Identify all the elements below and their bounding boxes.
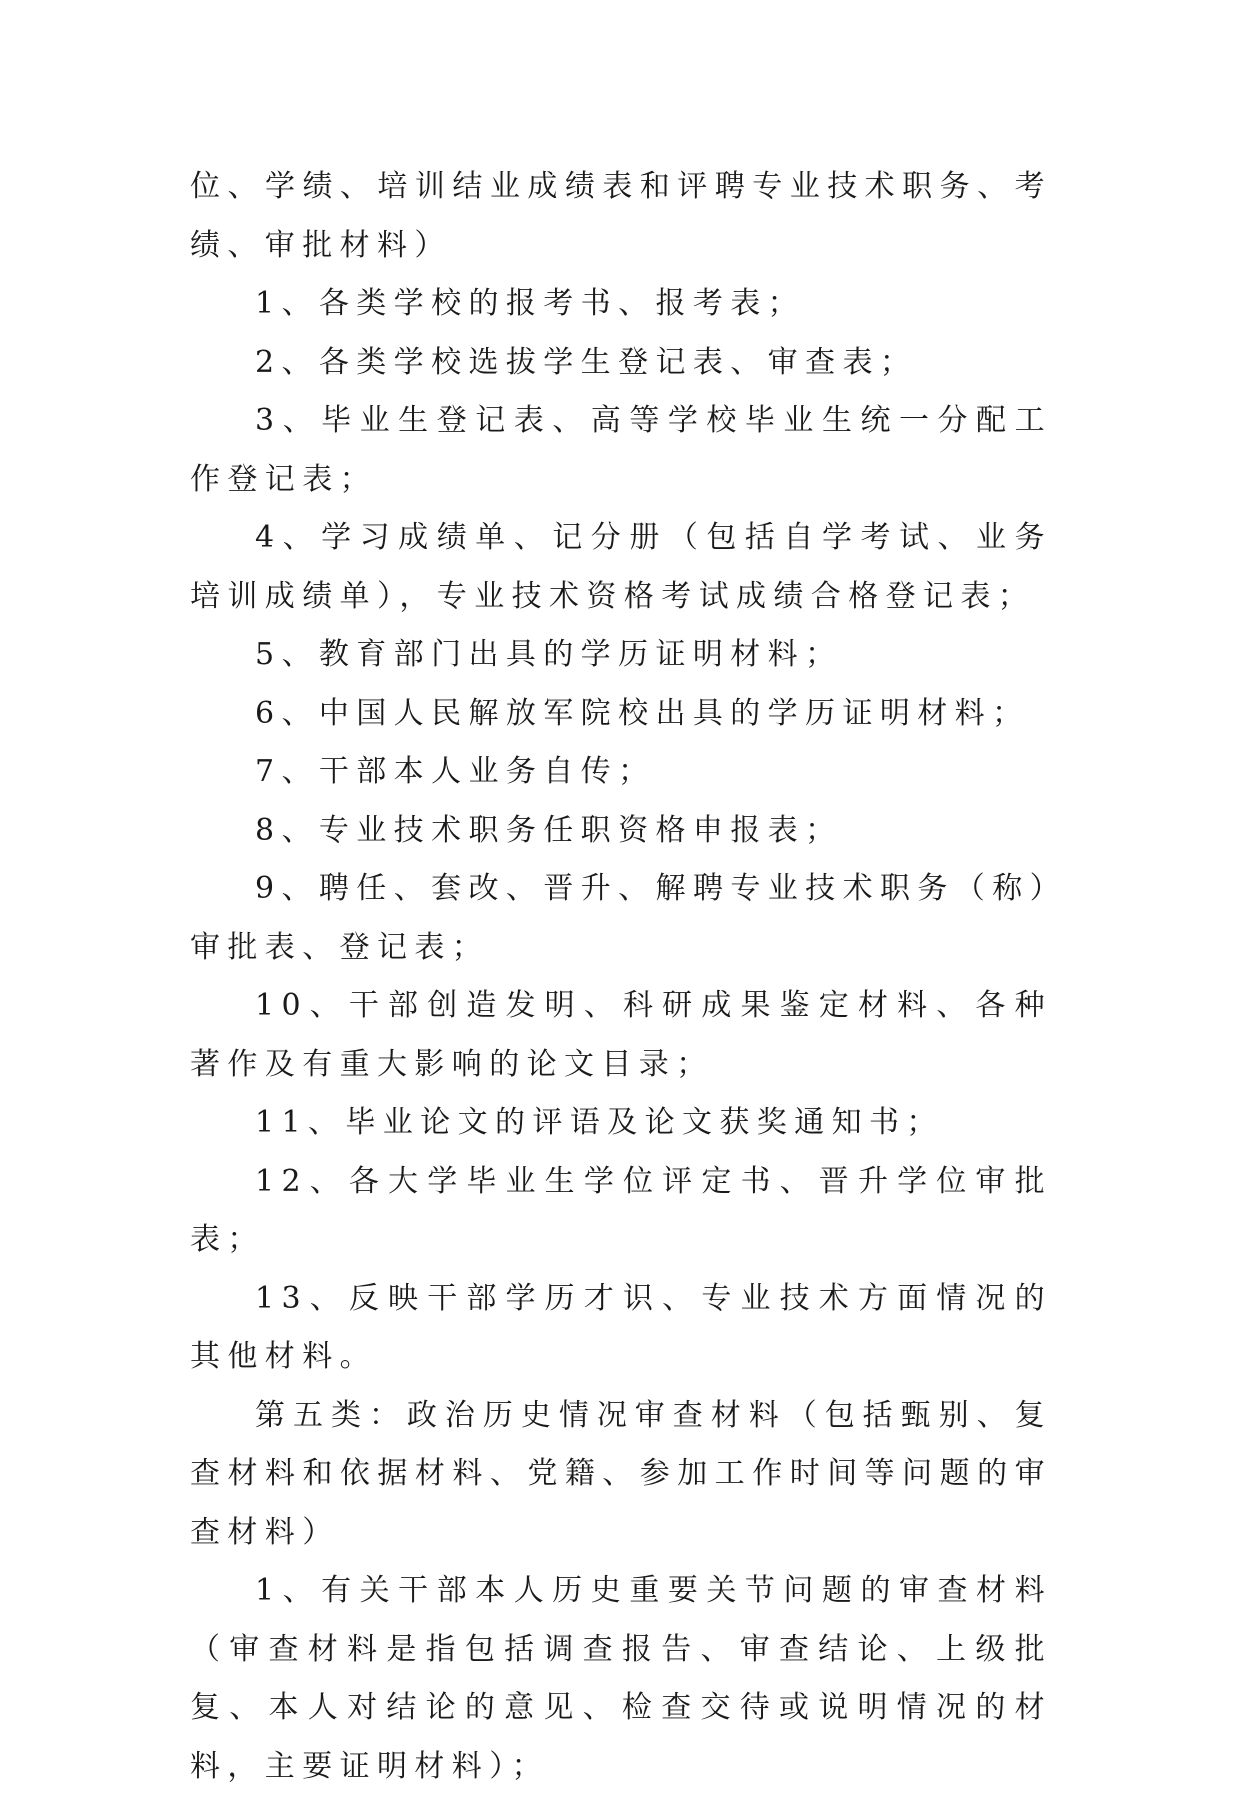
- section-heading-category-5: 第五类：政治历史情况审查材料（包括甄别、复查材料和依据材料、党籍、参加工作时间等问题的审查材料）: [190, 1397, 1052, 1550]
- list-item-3: 3、毕业生登记表、高等学校毕业生统一分配工作登记表；: [190, 403, 1052, 497]
- list-item-2: 2、各类学校选拔学生登记表、审查表；: [255, 344, 918, 380]
- list-item-13: 13、反映干部学历才识、专业技术方面情况的其他材料。: [190, 1280, 1052, 1374]
- list-item-10: 10、干部创造发明、科研成果鉴定材料、各种著作及有重大影响的论文目录；: [190, 988, 1052, 1082]
- category-5-list-item-1: 1、有关干部本人历史重要关节问题的审查材料（审查材料是指包括调查报告、审查结论、上级批复、本人对结论的意见、检查交待或说明情况的材料，主要证明材料）；: [190, 1573, 1052, 1784]
- list-item-4: 4、学习成绩单、记分册（包括自学考试、业务培训成绩单），专业技术资格考试成绩合格登记表；: [190, 520, 1052, 614]
- list-item-8: 8、专业技术职务任职资格申报表；: [255, 812, 843, 848]
- list-item-12: 12、各大学毕业生学位评定书、晋升学位审批表；: [190, 1163, 1052, 1257]
- paragraph-continuation: 位、学绩、培训结业成绩表和评聘专业技术职务、考绩、审批材料）: [190, 169, 1052, 263]
- list-item-9: 9、聘任、套改、晋升、解聘专业技术职务（称）审批表、登记表；: [190, 871, 1052, 965]
- list-item-7: 7、干部本人业务自传；: [255, 754, 656, 789]
- document-body: [190, 158, 1052, 1796]
- list-item-6: 6、中国人民解放军院校出具的学历证明材料；: [255, 695, 1030, 731]
- list-item-1: 1、各类学校的报考书、报考表；: [255, 286, 806, 321]
- list-item-11: 11、毕业论文的评语及论文获奖通知书；: [255, 1105, 944, 1140]
- list-item-5: 5、教育部门出具的学历证明材料；: [255, 637, 843, 672]
